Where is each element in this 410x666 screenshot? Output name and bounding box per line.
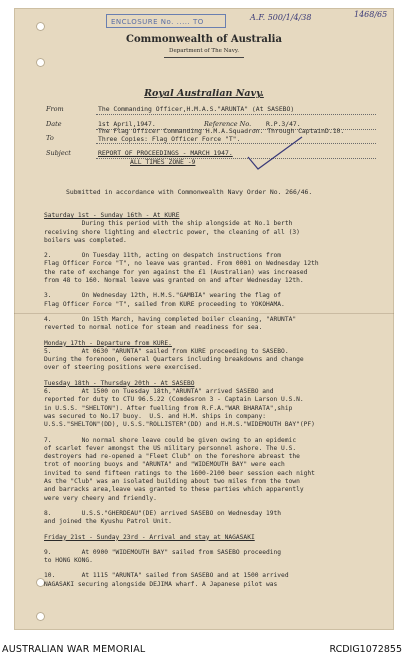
to-line-1 (96, 143, 376, 144)
report-line: from 48 to 160. Normal leave was granted on and after Wednesday 12th. (44, 277, 304, 285)
section-heading: Monday 17th - Departure from KURE. (44, 339, 172, 347)
report-line: Flag Officer Force "T", no leave was granted. From 0001 on Wednesday 12th (44, 260, 319, 268)
report-line: 3. On Wednesday 12th, H.M.S."GAMBIA" wearing the flag of (44, 292, 282, 300)
report-line: As the "Club" was an isolated building about two miles from the town (44, 478, 300, 486)
archive-id: RCDIG1072855 (329, 644, 402, 655)
punch-hole (36, 612, 45, 621)
paragraph-gap (44, 245, 378, 252)
subject-value-line-1: REPORT OF PROCEEDINGS - MARCH 1947. (98, 149, 233, 157)
subject-value-line-2: ALL TIMES ZONE -9 (130, 158, 196, 166)
paragraph-gap (44, 309, 378, 316)
report-line: reported for duty to CTU 96.5.22 (Comdesron 3 - Captain Larson U.S.N. (44, 396, 304, 404)
reference-value: R.P.3/47. (266, 120, 301, 128)
to-label: To (46, 134, 54, 142)
report-line: 2. On Tuesday 11th, acting on despatch instructions from (44, 252, 282, 260)
punch-hole (36, 22, 45, 31)
handwritten-corner-number: 1468/65 (354, 10, 388, 19)
report-line: receiving shore lighting and electric power, the cleaning of all (3) (44, 228, 300, 236)
report-line: of scarlet fever amongst the US military personnel ashore. The U.S. (44, 444, 297, 452)
paragraph-gap (44, 542, 378, 549)
from-label: From (46, 105, 64, 113)
service-title: Royal Australian Navy. (144, 88, 264, 99)
report-line: During this period with the ship alongside at No.1 berth (44, 220, 293, 228)
document-page (14, 8, 394, 630)
report-line: boilers was completed. (44, 236, 127, 244)
report-line: 4. On 15th March, having completed boiler cleaning, "ARUNTA" (44, 315, 297, 323)
paragraph-gap (44, 373, 378, 380)
report-line: trot of mooring buoys and "ARUNTA" and "WIDEMOUTH BAY" were each (44, 461, 285, 469)
report-line: NAGASAKI securing alongside DEJIMA wharf. A Japanese pilot was (44, 580, 278, 588)
report-line: was secured to No.17 buoy. U.S. and H.M. ships in company: (44, 412, 267, 420)
report-line: the rate of exchange for yen against the £1 (Australian) was increased (44, 268, 308, 276)
report-line: and joined the Kyushu Patrol Unit. (44, 518, 172, 526)
report-line: invited to send fifteen ratings to the 1600-2100 beer session each night (44, 469, 315, 477)
report-line: destroyers had re-opened a "Fleet Club" on the foreshore abreast the (44, 453, 300, 461)
date-value: 1st April,1947. (98, 120, 156, 128)
letterhead-rule (164, 57, 244, 58)
report-line: 6. At 1500 on Tuesday 18th,"ARUNTA" arrived SASEBO and (44, 388, 274, 396)
report-line: 7. No normal shore leave could be given owing to an epidemic (44, 436, 297, 444)
to-value-line-2: Three Copies: Flag Officer Force "T". (98, 135, 241, 143)
from-line (96, 114, 376, 115)
report-line: reverted to normal notice for steam and readiness for sea. (44, 324, 263, 332)
paragraph-gap (44, 430, 378, 437)
paragraph-gap (44, 285, 378, 292)
letterhead-title: Commonwealth of Australia (126, 34, 282, 45)
report-line: over of steering positions were exercised. (44, 364, 203, 372)
section-heading: Tuesday 18th - Thursday 20th - At SASEBO (44, 379, 195, 387)
paragraph-gap (44, 565, 378, 572)
reference-label: Reference No. (204, 120, 252, 128)
letterhead-department: Department of The Navy. (169, 48, 239, 54)
report-line: were very cheery and friendly. (44, 494, 157, 502)
enclosure-stamp: ENCLOSURE No. ..... TO (106, 14, 226, 28)
section-heading: Saturday 1st - Sunday 16th - At KURE (44, 212, 180, 219)
intro-statement: Submitted in accordance with Commonwealth Navy Order No. 266/46. (66, 188, 313, 196)
report-line: 5. At 0630 "ARUNTA" sailed from KURE proceeding to SASEBO. (44, 347, 289, 355)
report-line: in U.S.S. "SHELTON"). After fuelling from R.F.A."WAR BHARATA",ship (44, 404, 293, 412)
paragraph-gap (44, 503, 378, 510)
report-line: During the forenoon, General Quarters including breakdowns and change (44, 356, 304, 364)
to-value-line-1: The Flag Officer Commanding H.M.A.Squadron. Through CaptainD.10. (98, 127, 345, 135)
punch-hole (36, 58, 45, 67)
report-line: 9. At 0900 "WIDEMOUTH BAY" sailed from SASEBO proceeding (44, 548, 282, 556)
report-line: 10. At 1115 "ARUNTA" sailed from SASEBO and at 1500 arrived (44, 572, 289, 580)
section-heading: Friday 21st - Sunday 23rd - Arrival and stay at NAGASAKI (44, 533, 255, 541)
date-label: Date (46, 120, 62, 128)
report-line: to HONG KONG. (44, 557, 93, 565)
handwritten-reference: A.F. 500/1/4/38 (250, 13, 312, 22)
report-line: 8. U.S.S."GHERDEAU"(DE) arrived SASEBO on Wednesday 19th (44, 509, 282, 517)
archive-caption: AUSTRALIAN WAR MEMORIAL (2, 644, 146, 655)
report-body (44, 212, 378, 589)
from-value: The Commanding Officer,H.M.A.S."ARUNTA" (At SASEBO) (98, 105, 295, 113)
subject-label: Subject (46, 149, 71, 157)
handwritten-check-mark (244, 135, 304, 175)
paragraph-gap (44, 333, 378, 340)
paragraph-gap (44, 527, 378, 534)
report-line: Flag Officer Force "T", sailed from KURE proceeding to YOKOHAMA. (44, 300, 285, 308)
report-line: U.S.S."SHELTON"(DD), U.S.S."ROLLISTER"(DD) and H.M.S."WIDEMOUTH BAY"(PF) (44, 421, 315, 429)
report-line: and barracks area,leave was granted to these parties which apparently (44, 486, 304, 494)
